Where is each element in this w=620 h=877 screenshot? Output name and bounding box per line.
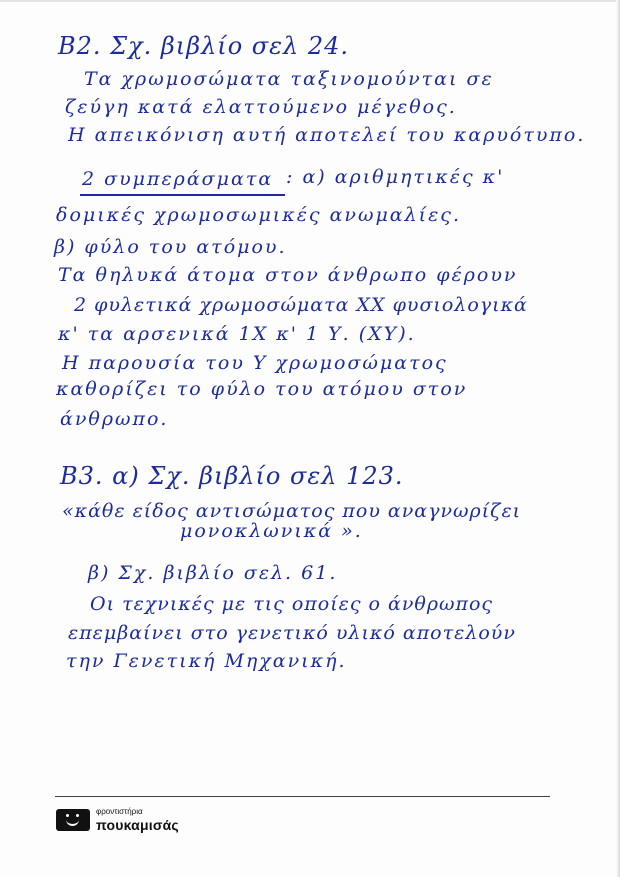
text-line: μονοκλωνικά ». <box>180 520 363 542</box>
footer-divider <box>55 796 550 797</box>
logo-name: πουκαμισάς <box>96 817 179 833</box>
text-line: επεμβαίνει στο γενετικό υλικό αποτελούν <box>68 622 516 644</box>
text-line: άνθρωπο. <box>60 408 169 430</box>
text-line: κ' τα αρσενικά 1Χ κ' 1 Υ. (ΧΥ). <box>58 323 416 345</box>
publisher-logo <box>56 806 216 836</box>
text-line: δομικές χρωμοσωμικές ανωμαλίες. <box>56 204 461 226</box>
smiley-icon <box>56 809 90 831</box>
conclusions-underline <box>80 194 285 196</box>
text-line: β) Σχ. βιβλίο σελ. 61. <box>88 562 338 584</box>
page-right-edge <box>616 0 620 877</box>
text-line: «κάθε είδος αντισώματος που αναγνωρίζει <box>62 500 522 522</box>
text-line: ζεύγη κατά ελαττούμενο μέγεθος. <box>65 96 457 118</box>
text-line: β) φύλο του ατόμου. <box>54 236 287 258</box>
text-line: Τα χρωμοσώματα ταξινομούνται σε <box>84 68 494 90</box>
answer-b2-heading: Β2. Σχ. βιβλίο σελ 24. <box>58 32 350 60</box>
text-line: 2 φυλετικά χρωμοσώματα ΧΧ φυσιολογικά <box>74 294 528 316</box>
text-line: Η παρουσία του Υ χρωμοσώματος <box>62 352 448 374</box>
text-line: Οι τεχνικές με τις οποίες ο άνθρωπος <box>90 593 494 615</box>
logo-tagline: φροντιστήρια <box>96 807 143 816</box>
text-line: Τα θηλυκά άτομα στον άνθρωπο φέρουν <box>58 264 518 286</box>
text-line: : α) αριθμητικές κ' <box>286 166 505 188</box>
answer-b3-heading: Β3. α) Σχ. βιβλίο σελ 123. <box>60 462 404 490</box>
text-line: καθορίζει το φύλο του ατόμου στον <box>56 378 468 400</box>
conclusions-label: 2 συμπεράσματα <box>82 168 274 190</box>
text-line: την Γενετική Μηχανική. <box>66 650 347 672</box>
page-top-edge <box>0 0 620 2</box>
text-line: Η απεικόνιση αυτή αποτελεί του καρυότυπο. <box>68 124 586 146</box>
